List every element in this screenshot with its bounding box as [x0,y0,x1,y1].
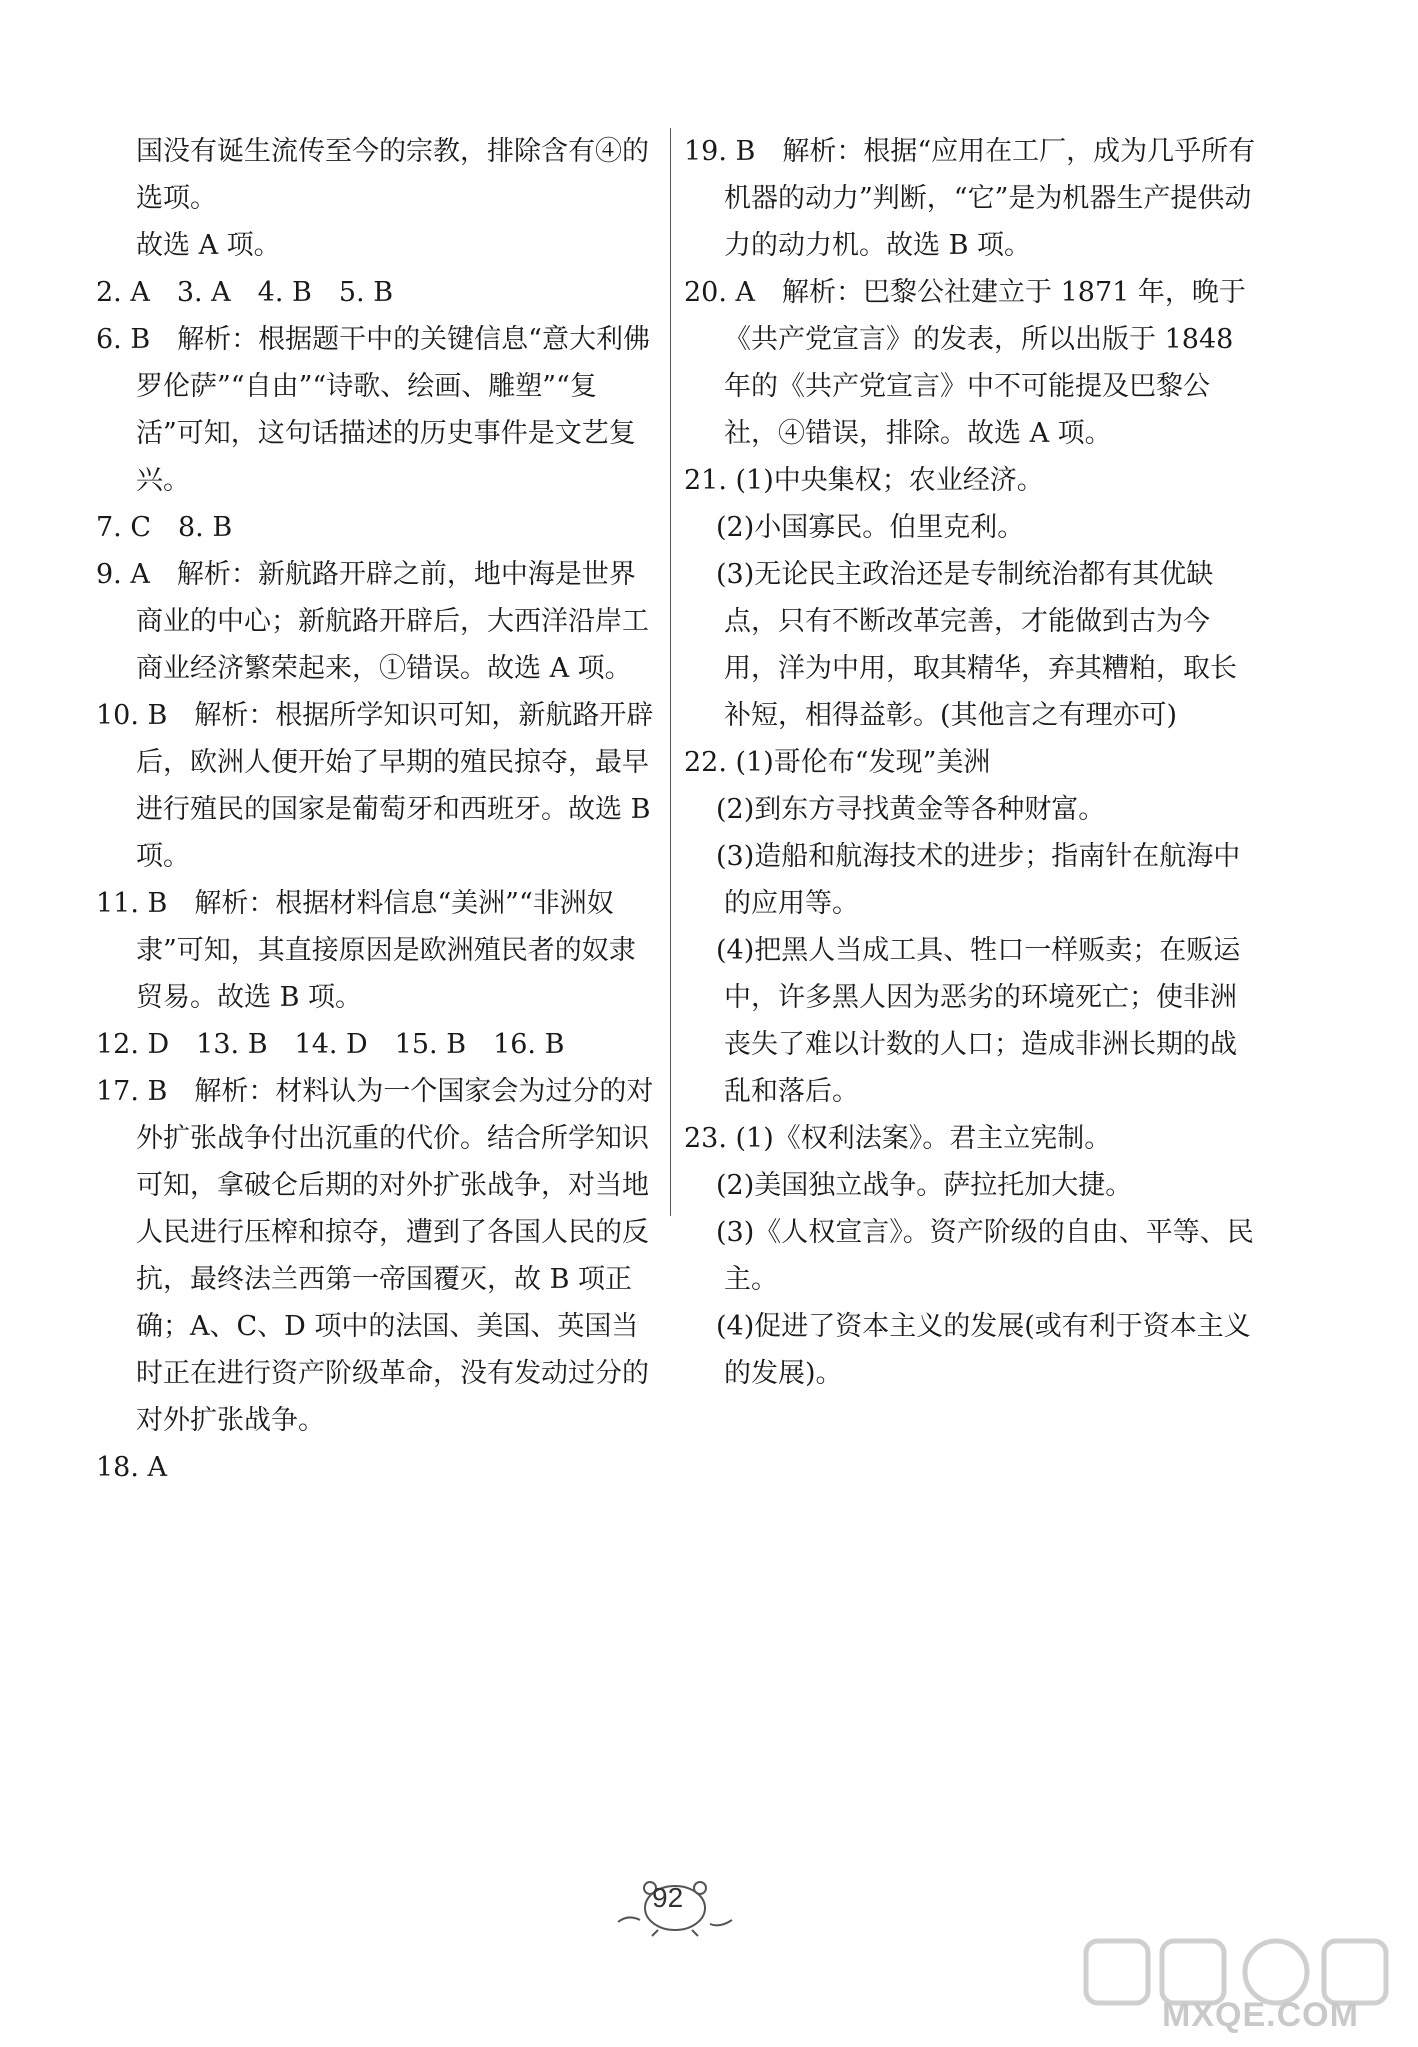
answer-paragraph: 6. B 解析：根据题干中的关键信息“意大利佛罗伦萨”“自由”“诗歌、绘画、雕塑”“复活”可知，这句话描述的历史事件是文艺复兴。 [96,324,650,496]
answer-paragraph: 19. B 解析：根据“应用在工厂，成为几乎所有机器的动力”判断，“它”是为机器生产提供动力的动力机。故选 B 项。 [684,136,1256,261]
answer-paragraph: 20. A 解析：巴黎公社建立于 1871 年，晚于《共产党宣言》的发表，所以出版于 1848 年的《共产党宣言》中不可能提及巴黎公社，④错误，排除。故选 A 项。 [684,277,1246,449]
answer-paragraph: (3)无论民主政治还是专制统治都有其优缺点，只有不断改革完善，才能做到古为今用，洋为中用，取其精华，弃其糟粕，取长补短，相得益彰。(其他言之有理亦可) [716,559,1237,731]
watermark-text: MXQE.COM [1162,1996,1359,2034]
answer-paragraph: 故选 A 项。 [136,230,281,261]
answer-paragraph: (2)到东方寻找黄金等各种财富。 [716,794,1106,825]
answer-paragraph: 17. B 解析：材料认为一个国家会为过分的对外扩张战争付出沉重的代价。结合所学知识可知，拿破仑后期的对外扩张战争，对当地人民进行压榨和掠夺，遭到了各国人民的反抗，最终法兰西第一帝国覆灭，故 B 项正确；A、C、D 项中的法国、美国、英国当时正在进行资产阶级革命，没有发动过分的对外扩张战争。 [96,1076,654,1436]
watermark [1076,1931,1406,2041]
answer-paragraph: (3)《人权宣言》。资产阶级的自由、平等、民主。 [716,1217,1254,1295]
column-divider [670,128,671,1216]
answer-paragraph: (2)小国寡民。伯里克利。 [716,512,1025,543]
page-number: 92 [652,1882,684,1913]
answer-paragraph: 国没有诞生流传至今的宗教，排除含有④的选项。 [136,136,649,214]
answer-paragraph: 10. B 解析：根据所学知识可知，新航路开辟后，欧洲人便开始了早期的殖民掠夺，最早进行殖民的国家是葡萄牙和西班牙。故选 B 项。 [96,700,654,872]
left-column [96,128,656,1491]
answer-paragraph: 2. A 3. A 4. B 5. B [96,277,394,308]
answer-paragraph: 18. A [96,1452,168,1483]
answer-paragraph: (4)促进了资本主义的发展(或有利于资本主义的发展)。 [716,1311,1251,1389]
answer-paragraph: 12. D 13. B 14. D 15. B 16. B [96,1029,565,1060]
answer-paragraph: (2)美国独立战争。萨拉托加大捷。 [716,1170,1133,1201]
page-number-badge [610,1878,740,1938]
answer-paragraph: 7. C 8. B [96,512,233,543]
answer-paragraph: 21. (1)中央集权；农业经济。 [684,465,1044,496]
answer-paragraph: 22. (1)哥伦布“发现”美洲 [684,747,991,778]
answer-paragraph: (4)把黑人当成工具、牲口一样贩卖；在贩运中，许多黑人因为恶劣的环境死亡；使非洲丧失了难以计数的人口；造成非洲长期的战乱和落后。 [716,935,1241,1107]
answer-paragraph: 9. A 解析：新航路开辟之前，地中海是世界商业的中心；新航路开辟后，大西洋沿岸工商业经济繁荣起来，①错误。故选 A 项。 [96,559,649,684]
answer-paragraph: 23. (1)《权利法案》。君主立宪制。 [684,1123,1112,1154]
right-column [684,128,1262,1397]
answer-paragraph: 11. B 解析：根据材料信息“美洲”“非洲奴隶”可知，其直接原因是欧洲殖民者的奴隶贸易。故选 B 项。 [96,888,636,1013]
answer-paragraph: (3)造船和航海技术的进步；指南针在航海中的应用等。 [716,841,1241,919]
